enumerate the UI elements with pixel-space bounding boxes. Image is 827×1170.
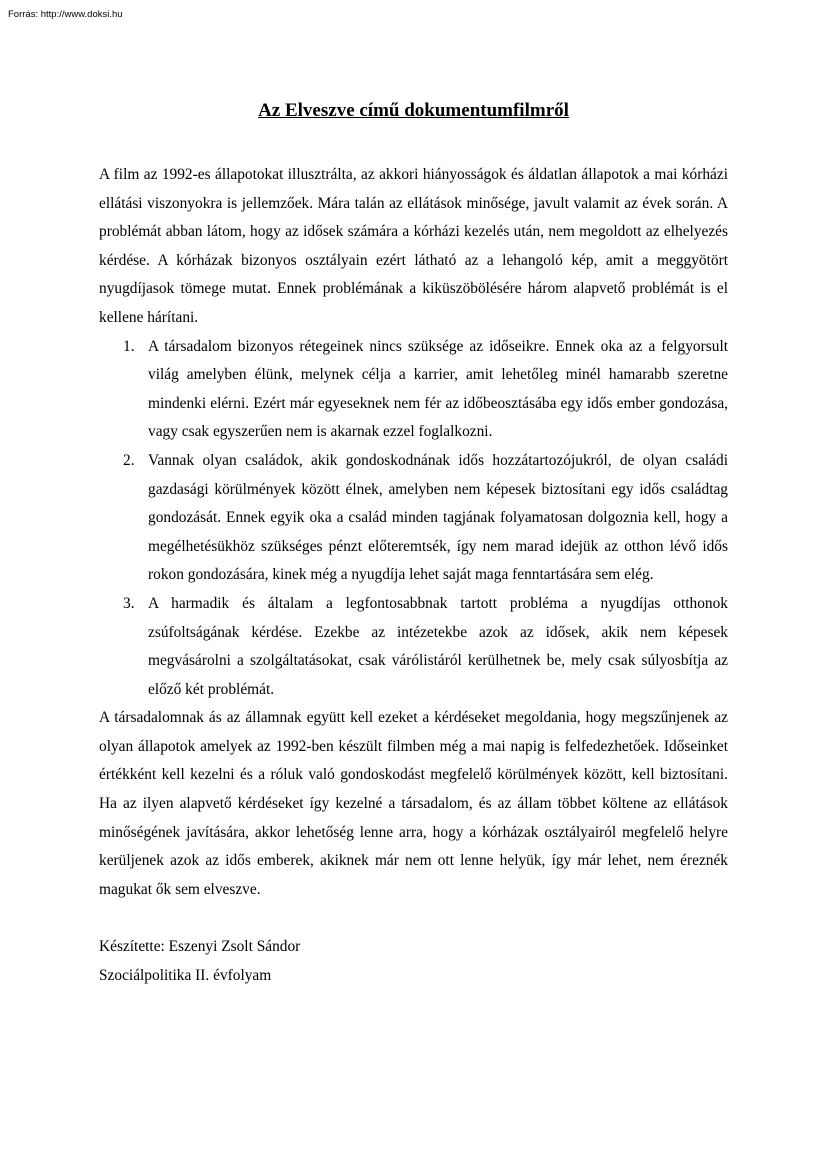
list-item-text: A harmadik és általam a legfontosabbnak tartott probléma a nyugdíjas otthonok zsúfoltságának kérdése. Ezekbe az intézetekbe azok az idősek, akik nem képesek megvásárolni a szolgáltatásokat, csak várólistáról kerülhetnek be, mely csak súlyosbítja az előző két problémát. [148, 594, 728, 698]
list-item [99, 333, 728, 447]
document-body [99, 161, 728, 991]
source-note: Forrás: http://www.doksi.hu [8, 9, 123, 20]
course-line: Szociálpolitika II. évfolyam [99, 967, 272, 985]
list-item-text: A társadalom bizonyos rétegeinek nincs szüksége az időseikre. Ennek oka az a felgyorsult világ amelyben élünk, melynek célja a karrier, amit lehetőleg minél hamarabb szeretne mindenki elérni. Ezért már egyeseknek nem fér az időbeosztásába egy idős ember gondozása, vagy csak egyszerűen nem is akarnak ezzel foglalkozni. [148, 337, 728, 441]
conclusion-paragraph: A társadalomnak ás az államnak együtt kell ezeket a kérdéseket megoldania, hogy megszűnjenek az olyan állapotok amelyek az 1992-ben készült filmben még a mai napig is felfedezhetőek. Időseinket értékként kell kezelni és a róluk való gondoskodást megfelelő körülmények között, kell biztosítani. Ha az ilyen alapvető kérdéseket így kezelné a társadalom, és az állam többet költene az ellátások minőségének javítására, akkor lehetőség lenne arra, hogy a kórházak osztályairól megfelelő helyre kerüljenek azok az idős emberek, akiknek már nem ott lenne helyük, így már lehet, nem éreznék magukat ők sem elveszve. [99, 709, 728, 898]
list-item-text: Vannak olyan családok, akik gondoskodnának idős hozzátartozójukról, de olyan családi gazdasági körülmények között élnek, amelyben nem képesek biztosítani egy idős családtag gondozását. Ennek egyik oka a család minden tagjának folyamatosan dolgoznia kell, hogy a megélhetésükhöz szükséges pénzt előteremtsék, így nem marad idejük az otthon lévő idős rokon gondozására, kinek még a nyugdíja lehet saját maga fenntartására sem elég. [148, 451, 728, 584]
list-item-number: 3. [123, 594, 135, 612]
list-item [99, 447, 728, 590]
list-item [99, 590, 728, 704]
author-line: Készítette: Eszenyi Zsolt Sándor [99, 938, 301, 956]
signature-block [99, 933, 728, 990]
list-item-number: 2. [123, 451, 135, 469]
intro-paragraph: A film az 1992-es állapotokat illusztrálta, az akkori hiányosságok és áldatlan állapotok a mai kórházi ellátási viszonyokra is jellemzőek. Mára talán az ellátások minősége, javult valamit az évek során. A problémát abban látom, hogy az idősek számára a kórházi kezelés után, nem megoldott az elhelyezés kérdése. A kórházak bizonyos osztályain ezért látható az a lehangoló kép, amit a meggyötört nyugdíjasok tömege mutat. Ennek problémának a kiküszöbölésére három alapvető problémát is el kellene hárítani. [99, 166, 728, 326]
problem-list [99, 333, 728, 705]
document-title: Az Elveszve című dokumentumfilmről [258, 100, 569, 121]
list-item-number: 1. [123, 337, 135, 355]
